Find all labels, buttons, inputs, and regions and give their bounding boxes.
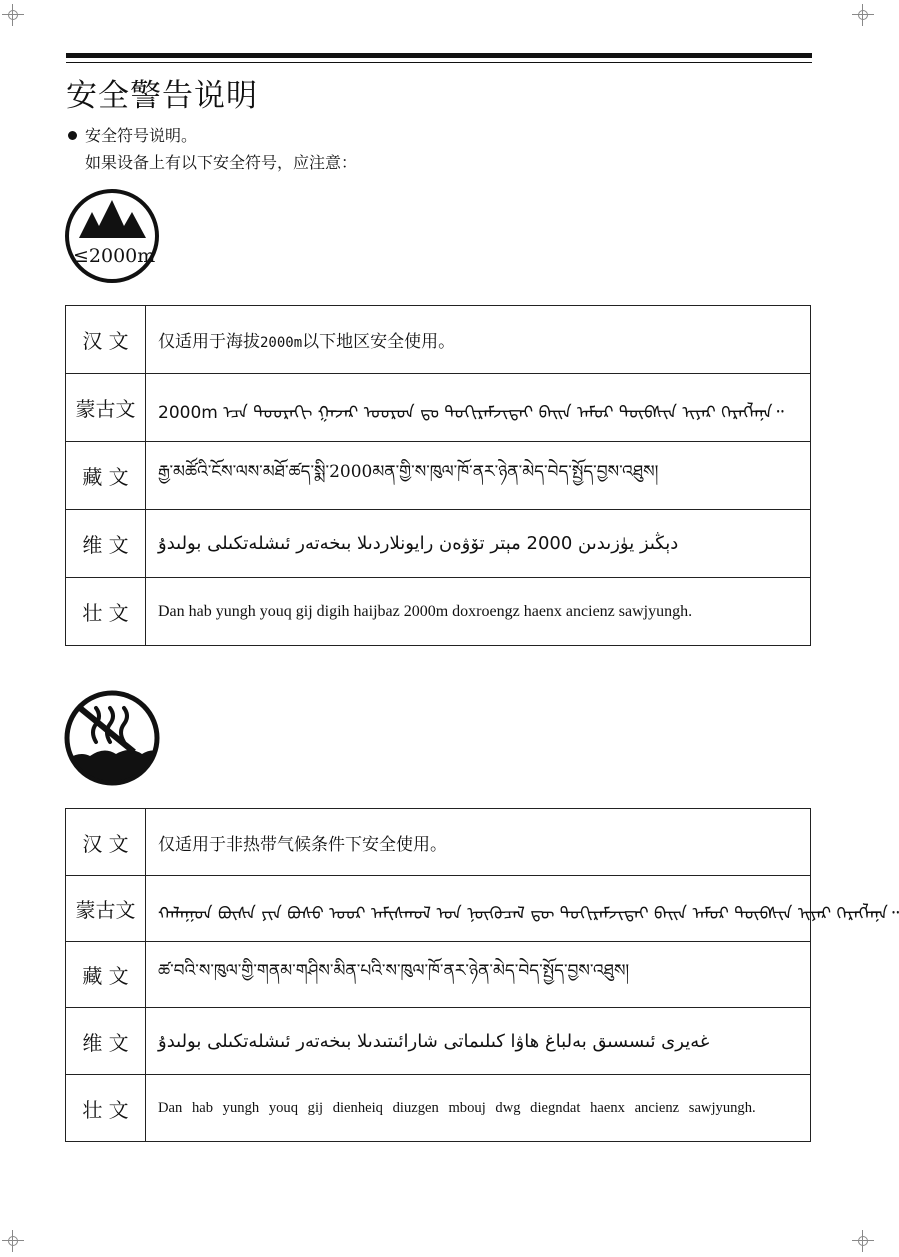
lang-label: 藏 文 xyxy=(66,442,146,510)
lang-label: 壮 文 xyxy=(66,1075,146,1142)
warning-text-tibetan: རྒྱ་མཚོའི་ངོས་ལས་མཐོ་ཚད་སྨི་2000མན་གྱི་ས་ཁུལ་ཁོ་ནར་ཉེན་མེད་བེད་སྤྱོད་བྱས་འཐུས། xyxy=(146,442,811,510)
table-row xyxy=(66,306,811,374)
lang-label: 汉 文 xyxy=(66,306,146,374)
altitude-language-table xyxy=(65,305,811,646)
crop-mark xyxy=(2,4,24,26)
intro-text: 如果设备上有以下安全符号，应注意： xyxy=(85,153,358,172)
crop-mark xyxy=(852,4,874,26)
warning-text-zhuang: Dan hab yungh youq gij digih haijbaz 2000m doxroengz haenx ancienz sawjyungh. xyxy=(146,578,811,646)
header-rule-thin xyxy=(66,62,812,63)
warning-text-chinese: 仅适用于非热带气候条件下安全使用。 xyxy=(146,809,811,876)
table-row xyxy=(66,374,811,442)
lang-label: 藏 文 xyxy=(66,942,146,1008)
table-row xyxy=(66,442,811,510)
table-row xyxy=(66,1008,811,1075)
page-title: 安全警告说明 xyxy=(66,78,258,114)
warning-text-mongolian: ᠬᠠᠯᠠᠭᠤᠨ ᠪᠦᠰᠡ ᠶᠢᠨ ᠪᠤᠰᠤ ᠤᠤᠷ ᠠᠮᠢᠰᠬᠤᠯ ᠤᠨ ᠨᠥᠬᠦᠴᠡᠯ ᠳᠦ ᠲᠣᠬᠢᠷᠠᠮᠵᠢᠲᠠᠢ ᠪᠠᠢᠨ ᠠᠮᠤᠷ ᠲᠦᠪᠰᠢᠨ ᠢᠶᠡᠷ ᠬᠡᠷᠡᠭᠯᠡᠨᠡ᠃ xyxy=(146,876,811,942)
warning-text-zhuang: Dan hab yungh youq gij dienheiq diuzgen mbouj dwg diegndat haenx ancienz sawjyungh. xyxy=(146,1075,811,1142)
crop-mark xyxy=(852,1230,874,1252)
lang-label: 蒙古文 xyxy=(66,876,146,942)
warning-text-uyghur: دېڭىز يۈزىدىن 2000 مېتر تۆۋەن رايونلاردىلا بىخەتەر ئىشلەتكىلى بولىدۇ xyxy=(146,510,811,578)
warning-text-mongolian: 2000m ᠡᠴᠡ ᠳᠣᠣᠷᠠᠬᠢ ᠭᠠᠵᠠᠷ ᠤᠤᠷᠤᠨ ᠳᠤ ᠲᠣᠬᠢᠷᠠᠮᠵᠢᠲᠠᠢ ᠪᠠᠢᠨ ᠠᠮᠤᠷ ᠲᠦᠪᠰᠢᠨ ᠢᠶᠡᠷ ᠬᠡᠷᠡᠭᠯᠡᠨᠡ᠃ xyxy=(146,374,811,442)
bullet-heading xyxy=(68,123,197,146)
bullet-text: 安全符号说明。 xyxy=(85,126,198,145)
header-rule xyxy=(66,53,812,58)
warning-text-chinese: 仅适用于海拔2000m以下地区安全使用。 xyxy=(146,306,811,374)
lang-label: 维 文 xyxy=(66,1008,146,1075)
table-row xyxy=(66,809,811,876)
table-row xyxy=(66,510,811,578)
warning-text-tibetan: ཚ་བའི་ས་ཁུལ་གྱི་གནམ་གཤིས་མིན་པའི་ས་ཁུལ་ཁོ་ནར་ཉེན་མེད་བེད་སྤྱོད་བྱས་འཐུས། xyxy=(146,942,811,1008)
bullet-dot-icon xyxy=(68,131,77,140)
table-row xyxy=(66,876,811,942)
crop-mark xyxy=(2,1230,24,1252)
lang-label: 壮 文 xyxy=(66,578,146,646)
lang-label: 维 文 xyxy=(66,510,146,578)
warning-text-uyghur: غەيرى ئىسسىق بەلباغ ھاۋا كىلىماتى شارائىتىدىلا بىخەتەر ئىشلەتكىلى بولىدۇ xyxy=(146,1008,811,1075)
table-row xyxy=(66,578,811,646)
climate-language-table xyxy=(65,808,899,1142)
altitude-limit-icon xyxy=(64,188,160,284)
table-row xyxy=(66,942,811,1008)
no-tropical-climate-icon xyxy=(64,690,160,786)
lang-label: 汉 文 xyxy=(66,809,146,876)
lang-label: 蒙古文 xyxy=(66,374,146,442)
altitude-label: ≤2000m xyxy=(73,245,156,267)
table-row xyxy=(66,1075,811,1142)
